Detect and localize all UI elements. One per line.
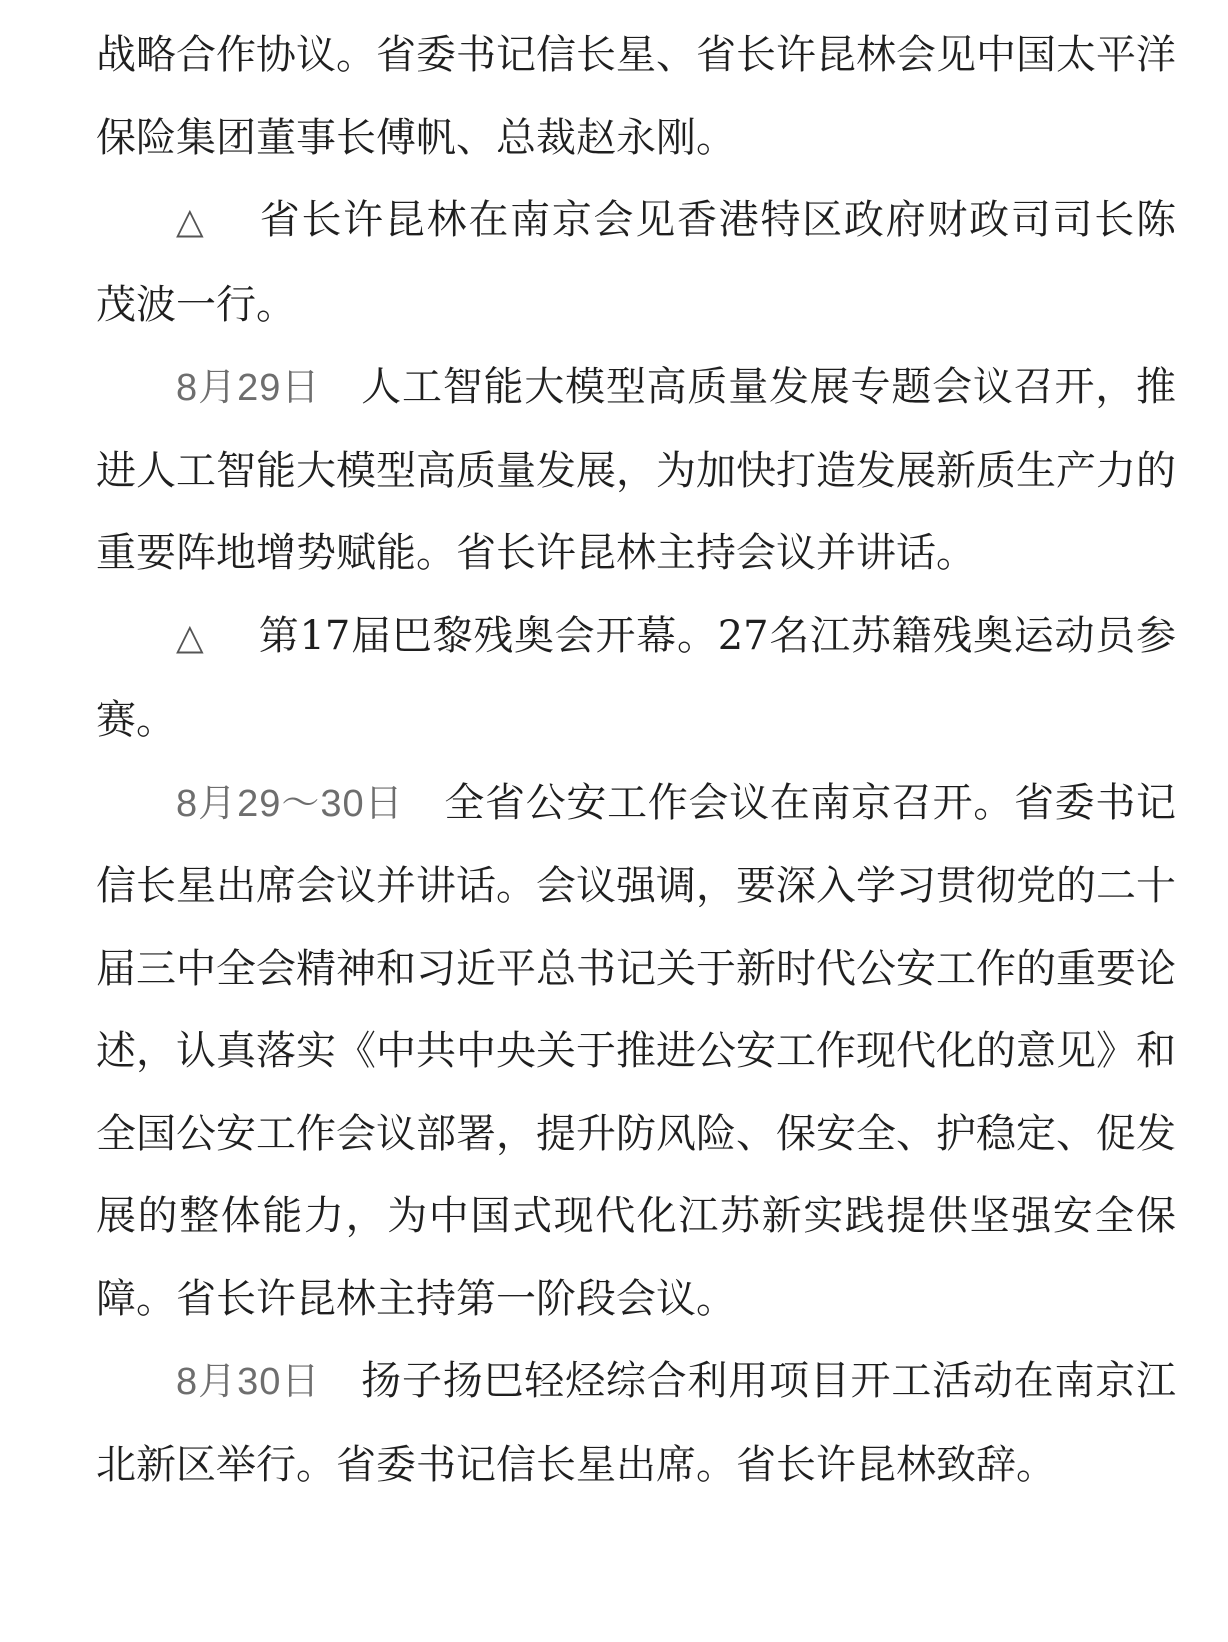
paragraph-triangle-entry xyxy=(96,595,1176,762)
paragraph-text: 战略合作协议。省委书记信长星、省长许昆林会见中国太平洋保险集团董事长傅帆、总裁赵永刚。 xyxy=(96,32,1176,161)
paragraph-continued xyxy=(96,14,1176,179)
paragraph-text: 人工智能大模型高质量发展专题会议召开，推进人工智能大模型高质量发展，为加快打造发展新质生产力的重要阵地增势赋能。省长许昆林主持会议并讲话。 xyxy=(96,364,1176,576)
document-page xyxy=(96,14,1176,1506)
paragraph-dated-entry xyxy=(96,346,1176,595)
triangle-marker: △ xyxy=(176,616,204,658)
triangle-marker: △ xyxy=(176,201,204,242)
paragraph-triangle-entry xyxy=(96,179,1176,346)
paragraph-dated-entry xyxy=(96,762,1176,1341)
paragraph-text: 扬子扬巴轻烃综合利用项目开工活动在南京江北新区举行。省委书记信长星出席。省长许昆林致辞。 xyxy=(96,1358,1176,1488)
paragraph-text: 省长许昆林在南京会见香港特区政府财政司司长陈茂波一行。 xyxy=(96,197,1176,328)
paragraph-text: 全省公安工作会议在南京召开。省委书记信长星出席会议并讲话。会议强调，要深入学习贯彻党的二十届三中全会精神和习近平总书记关于新时代公安工作的重要论述，认真落实《中共中央关于推进公安工作现代化的意见》和全国公安工作会议部署，提升防风险、保安全、护稳定、促发展的整体能力，为中国式现代化江苏新实践提供坚强安全保障。省长许昆林主持第一阶段会议。 xyxy=(96,779,1176,1322)
entry-date: 8月29日 xyxy=(176,367,321,409)
entry-date: 8月29～30日 xyxy=(176,782,404,825)
paragraph-dated-entry xyxy=(96,1340,1176,1506)
entry-date: 8月30日 xyxy=(176,1361,321,1403)
paragraph-text: 第17届巴黎残奥会开幕。27名江苏籍残奥运动员参赛。 xyxy=(96,612,1176,743)
